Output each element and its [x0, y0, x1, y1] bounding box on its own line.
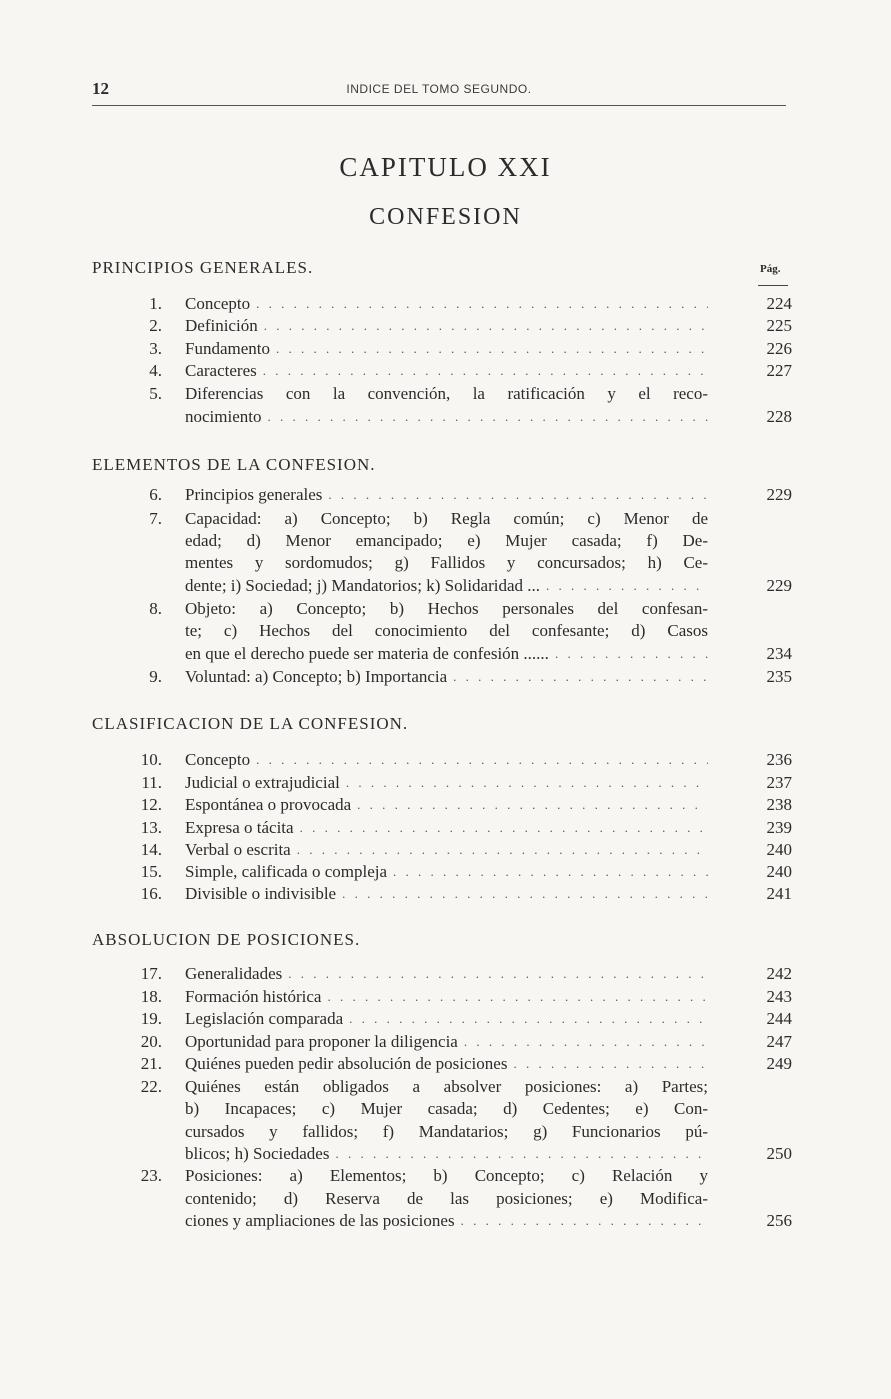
entry-page-number: 244: [766, 1009, 792, 1028]
section-heading: PRINCIPIOS GENERALES.: [92, 258, 314, 277]
entry-text: edad; d) Menor emancipado; e) Mujer casada; f) De-: [185, 531, 708, 550]
entry-number: 10.: [140, 750, 162, 769]
toc-entry: [0, 1098, 891, 1120]
leader-dots: [328, 484, 708, 506]
entry-number: 14.: [140, 840, 162, 859]
toc-entry: [0, 883, 891, 905]
entry-text: Formación histórica: [185, 987, 322, 1006]
entry-number: 19.: [140, 1009, 162, 1028]
section-heading: ABSOLUCION DE POSICIONES.: [92, 930, 361, 949]
entry-text: dente; i) Sociedad; j) Mandatorios; k) Solidaridad ...: [185, 576, 541, 595]
entry-page-number: 247: [766, 1032, 792, 1051]
leader-dots: [300, 817, 708, 839]
entry-number: 4.: [149, 361, 162, 380]
section-heading: ELEMENTOS DE LA CONFESION.: [92, 455, 376, 474]
entry-text: contenido; d) Reserva de las posiciones; e) Modifica-: [185, 1189, 708, 1208]
entry-page-number: 227: [766, 361, 792, 380]
entry-number: 16.: [140, 884, 162, 903]
entry-page-number: 225: [766, 316, 792, 335]
entry-text: Judicial o extrajudicial: [185, 773, 340, 792]
entry-text: b) Incapaces; c) Mujer casada; d) Cedentes; e) Con-: [185, 1099, 708, 1118]
entry-text: Fundamento: [185, 339, 270, 358]
entry-text: Concepto: [185, 294, 251, 313]
toc-entry: [0, 598, 891, 620]
entry-page-number: 250: [766, 1144, 792, 1163]
entry-text: ciones y ampliaciones de las posiciones: [185, 1211, 455, 1230]
leader-dots: [546, 575, 708, 597]
leader-dots: [297, 839, 708, 861]
toc-entry: [0, 406, 891, 428]
entry-text: Oportunidad para proponer la diligencia: [185, 1032, 458, 1051]
page-column-label: Pág.: [760, 263, 781, 275]
entry-page-number: 241: [766, 884, 792, 903]
entry-number: 7.: [149, 509, 162, 528]
entry-text: Definición: [185, 316, 258, 335]
entry-number: 21.: [140, 1054, 162, 1073]
toc-entry: [0, 861, 891, 883]
leader-dots: [327, 986, 708, 1008]
entry-page-number: 240: [766, 840, 792, 859]
toc-entry: [0, 530, 891, 552]
entry-text: Diferencias con la convención, la ratificación y el reco-: [185, 384, 708, 403]
entry-page-number: 242: [766, 964, 792, 983]
toc-entry: [0, 1121, 891, 1143]
entry-text: Caracteres: [185, 361, 257, 380]
entry-number: 9.: [149, 667, 162, 686]
entry-number: 12.: [140, 795, 162, 814]
toc-entry: [0, 360, 891, 382]
toc-entry: [0, 794, 891, 816]
entry-number: 6.: [149, 485, 162, 504]
entry-text: Objeto: a) Concepto; b) Hechos personales del confesan-: [185, 599, 708, 618]
entry-page-number: 229: [766, 576, 792, 595]
entry-page-number: 228: [766, 407, 792, 426]
toc-entry: [0, 1031, 891, 1053]
toc-entry: [0, 1076, 891, 1098]
leader-dots: [349, 1008, 708, 1030]
entry-text: nocimiento: [185, 407, 262, 426]
toc-entry: [0, 383, 891, 405]
entry-number: 15.: [140, 862, 162, 881]
entry-number: 3.: [149, 339, 162, 358]
entry-number: 8.: [149, 599, 162, 618]
toc-entry: [0, 315, 891, 337]
entry-number: 13.: [140, 818, 162, 837]
entry-text: Divisible o indivisible: [185, 884, 337, 903]
entry-number: 5.: [149, 384, 162, 403]
leader-dots: [264, 315, 708, 337]
entry-page-number: 229: [766, 485, 792, 504]
entry-page-number: 243: [766, 987, 792, 1006]
entry-number: 20.: [140, 1032, 162, 1051]
leader-dots: [256, 293, 708, 315]
toc-entry: [0, 1165, 891, 1187]
page-number: 12: [92, 79, 109, 98]
entry-text: Capacidad: a) Concepto; b) Regla común; c) Menor de: [185, 509, 708, 528]
chapter-subject: CONFESION: [369, 204, 522, 230]
entry-text: Verbal o escrita: [185, 840, 291, 859]
entry-text: Quiénes están obligados a absolver posiciones: a) Partes;: [185, 1077, 708, 1096]
leader-dots: [393, 861, 708, 883]
leader-dots: [288, 963, 708, 985]
entry-number: 18.: [140, 987, 162, 1006]
leader-dots: [256, 749, 708, 771]
entry-number: 17.: [140, 964, 162, 983]
toc-entry: [0, 575, 891, 597]
entry-text: Voluntad: a) Concepto; b) Importancia: [185, 667, 448, 686]
toc-entry: [0, 749, 891, 771]
toc-entry: [0, 772, 891, 794]
toc-entry: [0, 666, 891, 688]
leader-dots: [342, 883, 708, 905]
leader-dots: [357, 794, 708, 816]
leader-dots: [263, 360, 708, 382]
entry-number: 1.: [149, 294, 162, 313]
entry-page-number: 239: [766, 818, 792, 837]
entry-number: 22.: [140, 1077, 162, 1096]
entry-page-number: 235: [766, 667, 792, 686]
leader-dots: [555, 643, 708, 665]
entry-number: 23.: [140, 1166, 162, 1185]
entry-text: blicos; h) Sociedades: [185, 1144, 330, 1163]
entry-text: Generalidades: [185, 964, 283, 983]
entry-number: 11.: [141, 773, 162, 792]
entry-text: Quiénes pueden pedir absolución de posiciones: [185, 1054, 508, 1073]
leader-dots: [346, 772, 708, 794]
leader-dots: [453, 666, 708, 688]
leader-dots: [461, 1210, 708, 1232]
entry-text: mentes y sordomudos; g) Fallidos y concursados; h) Ce-: [185, 553, 708, 572]
leader-dots: [276, 338, 708, 360]
entry-text: Principios generales: [185, 485, 323, 504]
leader-dots: [335, 1143, 708, 1165]
toc-entry: [0, 338, 891, 360]
entry-page-number: 256: [766, 1211, 792, 1230]
page-column-rule: [758, 285, 788, 286]
entry-text: Expresa o tácita: [185, 818, 294, 837]
entry-text: Espontánea o provocada: [185, 795, 352, 814]
toc-entry: [0, 643, 891, 665]
entry-text: te; c) Hechos del conocimiento del confesante; d) Casos: [185, 621, 708, 640]
running-title: INDICE DEL TOMO SEGUNDO.: [346, 82, 532, 96]
entry-text: en que el derecho puede ser materia de confesión ......: [185, 644, 549, 663]
entry-page-number: 249: [766, 1054, 792, 1073]
entry-page-number: 238: [766, 795, 792, 814]
entry-page-number: 226: [766, 339, 792, 358]
toc-entry: [0, 839, 891, 861]
section-heading: CLASIFICACION DE LA CONFESION.: [92, 714, 409, 733]
entry-text: Concepto: [185, 750, 251, 769]
toc-entry: [0, 1143, 891, 1165]
entry-page-number: 236: [766, 750, 792, 769]
entry-page-number: 224: [766, 294, 792, 313]
leader-dots: [267, 406, 708, 428]
leader-dots: [464, 1031, 708, 1053]
toc-entry: [0, 620, 891, 642]
entry-page-number: 237: [766, 773, 792, 792]
leader-dots: [513, 1053, 708, 1075]
chapter-title: CAPITULO XXI: [339, 152, 552, 182]
toc-entry: [0, 1188, 891, 1210]
toc-entry: [0, 986, 891, 1008]
toc-entry: [0, 293, 891, 315]
toc-entry: [0, 1210, 891, 1232]
entry-text: Legislación comparada: [185, 1009, 344, 1028]
toc-entry: [0, 1053, 891, 1075]
toc-entry: [0, 552, 891, 574]
toc-entry: [0, 817, 891, 839]
entry-text: Posiciones: a) Elementos; b) Concepto; c) Relación y: [185, 1166, 708, 1185]
entry-page-number: 234: [766, 644, 792, 663]
running-header: [92, 79, 786, 106]
toc-entry: [0, 963, 891, 985]
toc-entry: [0, 508, 891, 530]
entry-number: 2.: [149, 316, 162, 335]
toc-entry: [0, 1008, 891, 1030]
toc-entry: [0, 484, 891, 506]
entry-text: cursados y fallidos; f) Mandatarios; g) Funcionarios pú-: [185, 1122, 708, 1141]
entry-page-number: 240: [766, 862, 792, 881]
entry-text: Simple, calificada o compleja: [185, 862, 388, 881]
